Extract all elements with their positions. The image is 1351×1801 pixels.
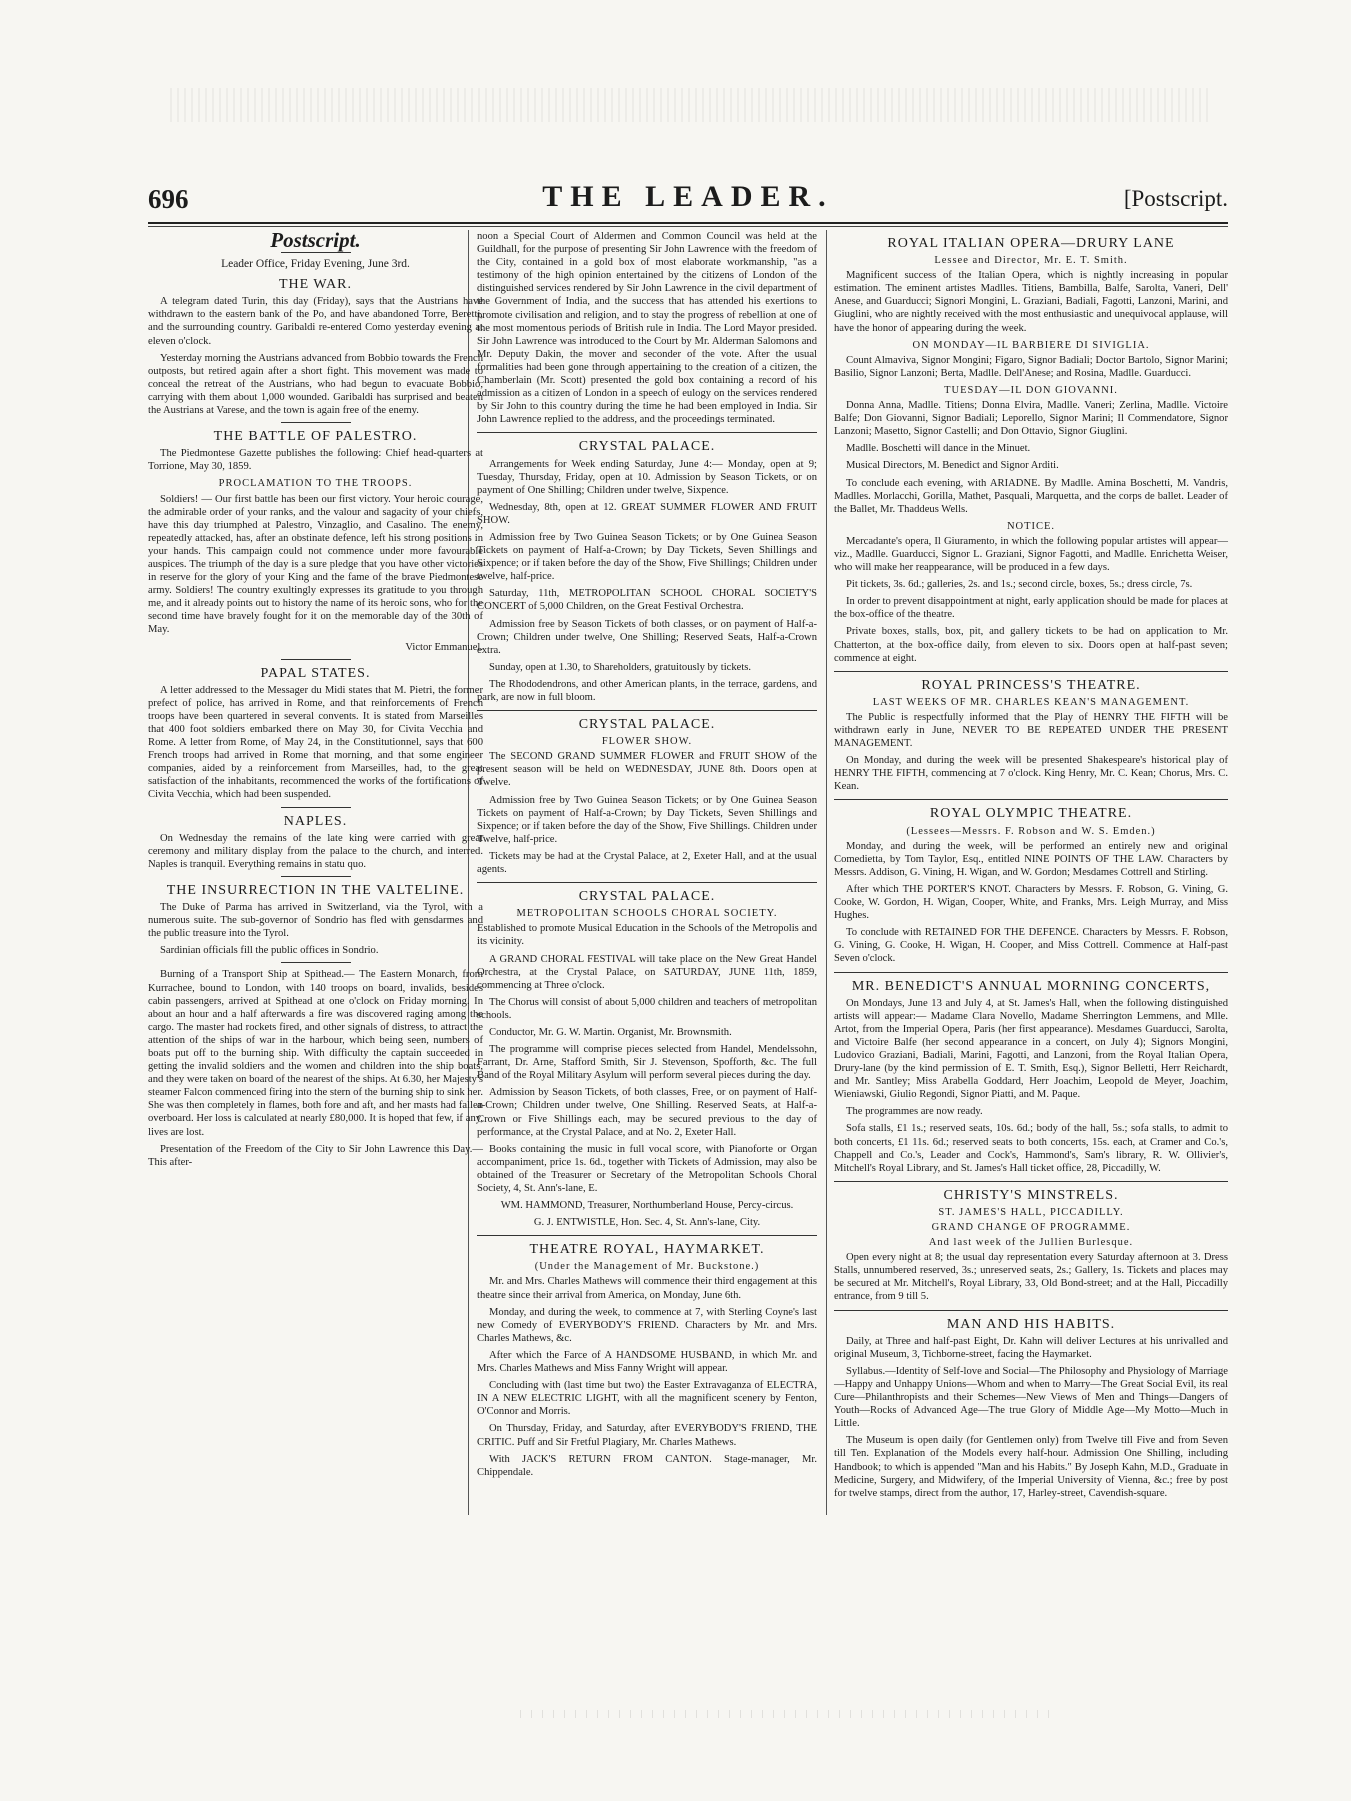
column-divider <box>826 230 827 1515</box>
subheading: PROCLAMATION TO THE TROOPS. <box>218 478 413 490</box>
paragraph: A telegram dated Turin, this day (Friday), says that the Austrians have withdrawn to the eastern bank of the Po, and have abandoned Torre, Beretti, and the surrounding country. Garibaldi re-entered Como yesterday evening at eleven o'clock. <box>148 296 483 347</box>
paragraph: Pit tickets, 3s. 6d.; galleries, 2s. and 1s.; second circle, boxes, 5s.; dress circle, 7s. <box>846 579 1193 591</box>
postscript-heading: Postscript. <box>270 228 361 252</box>
signature: Victor Emmanuel. <box>405 641 483 653</box>
subheading: (Under the Management of Mr. Buckstone.) <box>534 1261 760 1273</box>
article-title: THE BATTLE OF PALESTRO. <box>213 429 418 445</box>
paragraph: Monday, and during the week, will be performed an entirely new and original Comedietta, by Tom Taylor, Esq., entitled NINE POINTS OF THE LAW. Characters by Messrs. Addison, G. Vining, H. Wigan, and W. Gordon; Mesdames Cottrell and Stirling. <box>834 840 1228 878</box>
paragraph: Wednesday, 8th, open at 12. GREAT SUMMER FLOWER AND FRUIT SHOW. <box>477 501 817 526</box>
paragraph: Mr. and Mrs. Charles Mathews will commence their third engagement at this theatre since their arrival from America, on Monday, June 6th. <box>477 1276 817 1301</box>
subheading: NOTICE. <box>1006 520 1056 532</box>
paragraph: The Museum is open daily (for Gentlemen only) from Twelve till Five and from Seven till Ten. Explanation of the Models every half-hour. Admission One Shilling, including Handbook; to which is appended "Man and his Habits." By Joseph Kahn, M.D., Graduate in Medicine, Surgery, and Midwifery, of the Imperial University of Vienna, &c.; free by post for twelve stamps, direct from the author, 17, Harley-street, Cavendish-square. <box>834 1435 1228 1499</box>
paragraph: On Wednesday the remains of the late king were carried with great ceremony and military display from the palace to the church, and interred. Naples is tranquil. Everything remains in statu quo. <box>148 832 483 870</box>
paragraph: After which THE PORTER'S KNOT. Characters by Messrs. F. Robson, G. Vining, G. Cooke, W. Gordon, H. Wigan, Cooper, White, and Franks, Mrs. Leigh Murray, and Miss Hughes. <box>834 883 1228 922</box>
paragraph: Madlle. Boschetti will dance in the Minuet. <box>846 443 1031 455</box>
paragraph: Admission free by Two Guinea Season Tickets; or by One Guinea Season Tickets on payment of Half-a-Crown; by Day Tickets, Seven Shillings and Sixpence; or if taken before the day of the Show, Five Shillings; Children under twelve, half-price. <box>477 531 817 583</box>
paragraph: Saturday, 11th, METROPOLITAN SCHOOL CHORAL SOCIETY'S CONCERT of 5,000 Children, on the Great Festival Orchestra. <box>477 588 817 613</box>
signature: WM. HAMMOND, Treasurer, Northumberland House, Percy-circus. <box>500 1200 794 1212</box>
paragraph: Presentation of the Freedom of the City to Sir John Lawrence this Day.— This after- <box>148 1143 483 1168</box>
subheading: LAST WEEKS OF MR. CHARLES KEAN'S MANAGEMENT. <box>872 696 1190 708</box>
advert-title: CRYSTAL PALACE. <box>578 439 716 455</box>
signature: G. J. ENTWISTLE, Hon. Sec. 4, St. Ann's-lane, City. <box>533 1217 761 1229</box>
section-label: [Postscript. <box>1123 186 1228 211</box>
column-3 <box>834 230 1228 1510</box>
header-rule-thin <box>148 226 1228 227</box>
advert-title: ROYAL OLYMPIC THEATRE. <box>929 806 1133 822</box>
paragraph: The programmes are now ready. <box>846 1106 983 1118</box>
paragraph: Admission free by Season Tickets of both classes, or on payment of Half-a-Crown; Children under twelve, One Shilling; Reserved Seats, Half-a-Crown extra. <box>477 618 817 656</box>
paragraph: To conclude with RETAINED FOR THE DEFENCE. Characters by Messrs. F. Robson, G. Vining, G. Cooke, H. Wigan, H. Cooper, and Miss Cottrell. Commence at Half-past Seven o'clock. <box>834 927 1228 965</box>
paragraph: The SECOND GRAND SUMMER FLOWER and FRUIT SHOW of the present season will be held on WEDNESDAY, JUNE 8th. Doors open at Twelve. <box>477 751 817 789</box>
paragraph: The Public is respectfully informed that the Play of HENRY THE FIFTH will be withdrawn early in June, NEVER TO BE REPEATED UNDER THE PRESENT MANAGEMENT. <box>834 711 1228 750</box>
paragraph: The Duke of Parma has arrived in Switzerland, via the Tyrol, with a numerous suite. The sub-governor of Sondrio has fled with gensdarmes and the public treasure into the Tyrol. <box>148 902 483 940</box>
paragraph: To conclude each evening, with ARIADNE. By Madlle. Amina Boschetti, M. Vandris, Madlles. Morlacchi, Gorilla, Mathet, Pasquali, Marquetta, and the corps de ballet. Leader of the Ballet, Mr. Thaddeus Wells. <box>834 477 1228 515</box>
paragraph: On Mondays, June 13 and July 4, at St. James's Hall, when the following distinguished artists will appear:— Madame Clara Novello, Madame Sherrington Lemmens, and Mlle. Artot, from the Imperial Opera, Paris (her first appearance). Mesdames Guarducci, Sarolta, and Victoire Balfe (her second appearance in a concert, on July 4); Signors Mongini, Ludovico Graziani, Badiali, Marini, Fagotti, and Lanzoni, from the Royal Italian Opera, Drury-lane (by the kind permission of E. T. Smith, Esq.), Signor Belletti, Herr Reichardt, and Mr. Santley; Miss Arabella Goddard, Herr Joachim, Leopold de Meyer, Joachim, Wieniawski, Giulio Regondi, Signor Piatti, and M. Paque. <box>834 997 1228 1101</box>
paragraph: On Monday, and during the week will be presented Shakespeare's historical play of HENRY THE FIFTH, commencing at 7 o'clock. King Henry, Mr. C. Kean; Chorus, Mrs. C. Kean. <box>834 755 1228 793</box>
paragraph: With JACK'S RETURN FROM CANTON. Stage-manager, Mr. Chippendale. <box>477 1453 817 1478</box>
article-title: NAPLES. <box>283 813 348 829</box>
subheading: GRAND CHANGE OF PROGRAMME. <box>931 1222 1131 1233</box>
paragraph: The Chorus will consist of about 5,000 children and teachers of metropolitan schools. <box>477 996 817 1021</box>
paragraph: Daily, at Three and half-past Eight, Dr. Kahn will deliver Lectures at his unrivalled and original Museum, 3, Tichborne-street, facing the Haymarket. <box>834 1335 1228 1360</box>
subheading: (Lessees—Messrs. F. Robson and W. S. Emden.) <box>906 825 1156 837</box>
paper-speckle <box>520 1710 1050 1718</box>
paragraph: The programme will comprise pieces selected from Handel, Mendelssohn, Farrant, Dr. Arne, Stafford Smith, Sir J. Stevenson, Spofforth, &c. The full Band of the Royal Military Asylum will perform several pieces during the day. <box>477 1044 817 1082</box>
paragraph: Musical Directors, M. Benedict and Signor Arditi. <box>846 460 1059 472</box>
header-rule <box>148 222 1228 224</box>
subheading: TUESDAY—IL DON GIOVANNI. <box>944 384 1118 396</box>
paragraph: Open every night at 8; the usual day representation every Saturday afternoon at 3. Dress Stalls, unnumbered reserved, 3s.; unreserved seats, 2s.; Gallery, 1s. Tickets and places may be secured at Mr. Mitchell's, Royal Library, 33, Old Bond-street; and at the Hall, Piccadilly entrance, from 9 till 5. <box>834 1252 1228 1303</box>
paragraph: After which the Farce of A HANDSOME HUSBAND, in which Mr. and Mrs. Charles Mathews and Miss Fanny Wright will appear. <box>477 1349 817 1375</box>
paragraph: Tickets may be had at the Crystal Palace, at 2, Exeter Hall, and at the usual agents. <box>477 850 817 876</box>
paragraph: Conductor, Mr. G. W. Martin. Organist, Mr. Brownsmith. <box>489 1026 732 1038</box>
page-number: 696 <box>148 184 189 214</box>
paragraph: Sofa stalls, £1 1s.; reserved seats, 10s. 6d.; body of the hall, 5s.; sofa stalls, to admit to both concerts, £1 11s. 6d.; reserved seats to both concerts, 15s. each, at Cramer and Co.'s, Chappell and Co.'s, Leader and Cock's, Hammond's, Sam's library, R. W. Ollivier's, Mitchell's Royal Library, and St. James's Hall ticket office, 28, Piccadilly, W. <box>834 1123 1228 1174</box>
paragraph: Books containing the music in full vocal score, with Pianoforte or Organ accompaniment, price 1s. 6d., together with Tickets of Admission, may also be obtained of the Treasurer or Secretary of the Metropolitan Schools Choral Society, 4, St. Ann's-lane, E. <box>477 1143 817 1194</box>
paragraph: On Thursday, Friday, and Saturday, after EVERYBODY'S FRIEND, THE CRITIC. Puff and Sir Fretful Plagiary, Mr. Charles Mathews. <box>477 1423 817 1448</box>
column-1 <box>148 230 483 1510</box>
paragraph: In order to prevent disappointment at night, early application should be made for places at the box-office of the theatre. <box>834 596 1228 621</box>
subheading: And last week of the Jullien Burlesque. <box>928 1237 1134 1249</box>
advert-title: CRYSTAL PALACE. <box>578 889 716 905</box>
paragraph: Concluding with (last time but two) the Easter Extravaganza of ELECTRA, IN A NEW ELECTRIC LIGHT, with all the magnificent scenery by Fenton, O'Connor and Morris. <box>477 1380 817 1418</box>
advert-title: CRYSTAL PALACE. <box>578 717 716 733</box>
article-title: THE WAR. <box>278 277 353 293</box>
subheading: ST. JAMES'S HALL, PICCADILLY. <box>938 1206 1124 1218</box>
masthead: THE LEADER. <box>542 180 834 213</box>
paragraph: Established to promote Musical Education in the Schools of the Metropolis and its vicinity. <box>477 923 817 948</box>
paragraph: The Rhododendrons, and other American plants, in the terrace, gardens, and park, are now in full bloom. <box>477 678 817 703</box>
paragraph: Admission free by Two Guinea Season Tickets; or by One Guinea Season Tickets on payment of Half-a-Crown; by Day Tickets, Seven Shillings and Sixpence; or if taken before the day of the Show, Five Shillings. Children under Twelve, half-price. <box>477 794 817 845</box>
paragraph: A GRAND CHORAL FESTIVAL will take place on the New Great Handel Orchestra, at the Crystal Palace, on SATURDAY, JUNE 11th, 1859, commencing at Three o'clock. <box>477 953 817 991</box>
paragraph: Mercadante's opera, Il Giuramento, in which the following popular artistes will appear—viz., Madlle. Guarducci, Signor L. Graziani, Signor Fagotti, and Madlle. Enrichetta Weiser, who will make her reappearance, will be produced in a few days. <box>834 535 1228 574</box>
paragraph: Sardinian officials fill the public offices in Sondrio. <box>160 945 379 957</box>
paragraph: Magnificent success of the Italian Opera, which is nightly increasing in popular estimation. The eminent artistes Madlles. Titiens, Bambilla, Balfe, Sarolta, Vaneri, Dell' Anese, and Guarducci; Signori Mongini, L. Graziani, Badiali, Fagotti, Lanzoni, Marini, and Giuglini, who are nightly received with the most enthusiastic and unequivocal applause, will have the honor of appearing during the week. <box>834 270 1228 334</box>
subheading: FLOWER SHOW. <box>601 736 693 748</box>
subheading: Lessee and Director, Mr. E. T. Smith. <box>934 255 1128 267</box>
paragraph: noon a Special Court of Aldermen and Common Council was held at the Guildhall, for the purpose of presenting Sir John Lawrence with the freedom of the City, contained in a gold box of most elaborate workmanship, "as a testimony of the high opinion entertained by the citizens of London of the distinguished services rendered by Sir John Lawrence in the civil department of the Government of India, and the success that has attended his exertions to promote civilisation and religion, and to stay the progress of rebellion at one of the most momentous periods of British rule in India. The Lord Mayor presided. Sir John Lawrence was introduced to the Court by Mr. Alderman Salomons and Mr. Deputy Dakin, the mover and seconder of the vote. After the usual formalities had been gone through appertaining to the creation of a citizen, the Chamberlain (Mr. Scott) presented the gold box containing a record of his admission as a citizen of London in a speech of eulogy on the services rendered by Sir John to this country during the time he had been employed in India. Sir John Lawrence replied to the address, and the proceedings terminated. <box>477 231 817 426</box>
advert-title: ROYAL ITALIAN OPERA—DRURY LANE <box>887 236 1175 251</box>
paragraph: Burning of a Transport Ship at Spithead.— The Eastern Monarch, from Kurrachee, bound to London, with 140 troops on board, invalids, besides cabin passengers, arrived at Spithead at one o'clock on Friday morning. In about an hour and a half afterwards a fire was discovered raging among the cargo. The master had rockets fired, and other signals of distress, to attract the attention of the ships of war in the harbour, which being seen, numbers of boats put off to the burning ship. With difficulty the captain succeeded in getting the invalid soldiers and the women and children into the ship boats, and they were taken on board of the nearest of the ships. At 6.30, her Majesty's steamer Falcon commenced firing into the stern of the burning ship to sink her. She was then completely in flames, both fore and aft, and her masts had fallen overboard. Her loss is calculated at nearly £80,000. It is hoped that few, if any, lives are lost. <box>148 969 483 1138</box>
paragraph: The Piedmontese Gazette publishes the following: Chief head-quarters at Torrione, May 30, 1859. <box>148 448 483 473</box>
paragraph: Soldiers! — Our first battle has been our first victory. Your heroic courage, the admirable order of your ranks, and the valour and sagacity of your chiefs, have this day triumphed at Palestro, Vinzaglio, and Casalino. The enemy, repeatedly attacked, has, after an obstinate defence, left his strong positions in your hands. This campaign could not commence under more favourable auspices. The triumph of the day is a sure pledge that you have other victories in reserve for the glory of your King and the fame of the brave Piedmontese army. Soldiers! The country exultingly expresses its gratitude to you through me, and it already points out to history the name of its heroic sons, who for the second time have bravely fought for it on the memorable day of the 30th of May. <box>148 493 483 636</box>
paragraph: Count Almaviva, Signor Mongini; Figaro, Signor Badiali; Doctor Bartolo, Signor Marini; Basilio, Signor Lanzoni; Berta, Madlle. Dell'Anese; and Rosina, Madlle. Guarducci. <box>834 354 1228 379</box>
paper-scuff <box>170 88 1210 122</box>
advert-title: CHRISTY'S MINSTRELS. <box>943 1187 1119 1203</box>
advert-title: MR. BENEDICT'S ANNUAL MORNING CONCERTS, <box>851 978 1211 994</box>
column-2 <box>477 230 817 1510</box>
subheading: ON MONDAY—IL BARBIERE DI SIVIGLIA. <box>912 339 1150 351</box>
subheading: METROPOLITAN SCHOOLS CHORAL SOCIETY. <box>516 908 778 920</box>
paragraph: Yesterday morning the Austrians advanced from Bobbio towards the French outposts, but retired again after a short fight. This movement was made to conceal the retreat of the Austrians, who had begun to evacuate Bobbio, carrying with them about 1,000 wounded. Garibaldi has surprised and beaten the Austrians at Varese, and the town is again free of the enemy. <box>148 352 483 417</box>
advert-title: MAN AND HIS HABITS. <box>946 1316 1116 1332</box>
article-title: THE INSURRECTION IN THE VALTELINE. <box>166 882 465 898</box>
paragraph: Sunday, open at 1.30, to Shareholders, gratuitously by tickets. <box>489 661 752 673</box>
paragraph: Private boxes, stalls, box, pit, and gallery tickets to be had on application to Mr. Chatterton, at the box-office daily, from eleven to six. Doors open at half-past seven; commence at eight. <box>834 626 1228 664</box>
paragraph: Admission by Season Tickets, of both classes, Free, or on payment of Half-a-Crown; Children under twelve, One Shilling. Reserved Seats, at Half-a-Crown or Five Shillings each, may be secured previous to the day of performance, at the Crystal Palace, and at No. 2, Exeter Hall. <box>477 1087 817 1138</box>
page-header <box>148 178 1228 220</box>
advert-title: ROYAL PRINCESS'S THEATRE. <box>921 677 1141 693</box>
article-title: PAPAL STATES. <box>260 665 371 681</box>
paragraph: Monday, and during the week, to commence at 7, with Sterling Coyne's last new Comedy of EVERYBODY'S FRIEND. Characters by Mr. and Mrs. Charles Mathews, &c. <box>477 1306 817 1344</box>
paragraph: Syllabus.—Identity of Self-love and Social—The Philosophy and Physiology of Marriage—Happy and Unhappy Unions—Whom and when to Marry—The Great Social Evil, its real Cure—Philanthropists and their Schemes—New Views of Men and Things—Dangers of Youth—Rocks of Advanced Age—The true Glory of Middle Age—My Motto—Much in Little. <box>834 1365 1228 1430</box>
paragraph: Arrangements for Week ending Saturday, June 4:— Monday, open at 9; Tuesday, Thursday, Friday, open at 10. Admission by Season Tickets, or on payment of One Shilling; Children under twelve, Sixpence. <box>477 458 817 496</box>
advert-title: THEATRE ROYAL, HAYMARKET. <box>529 1242 765 1258</box>
paragraph: Donna Anna, Madlle. Titiens; Donna Elvira, Madlle. Vaneri; Zerlina, Madlle. Victoire Balfe; Don Giovanni, Signor Badiali; Leporello, Signor Marini; Il Commendatore, Signor Lanzoni; Masetto, Signor Castelli; and Don Ottavio, Signor Giuglini. <box>834 400 1228 438</box>
dateline: Leader Office, Friday Evening, June 3rd. <box>221 258 410 271</box>
paragraph: A letter addressed to the Messager du Midi states that M. Pietri, the former prefect of police, has arrived in Rome, and that reinforcements of French troops have been quartered in several convents. It is stated from Marseilles that 400 foot soldiers embarked there on May 30, for Civita Vecchia and Rome. A letter from Rome, of May 24, in the Constitutionnel, says that 600 French troops had arrived in Rome that morning, and that some engineer companies, aided by a reinforcement from Marseilles, had, to the great satisfaction of the inhabitants, recommenced the works of the fortifications of Civita Vecchia, which had been suspended. <box>148 684 483 801</box>
